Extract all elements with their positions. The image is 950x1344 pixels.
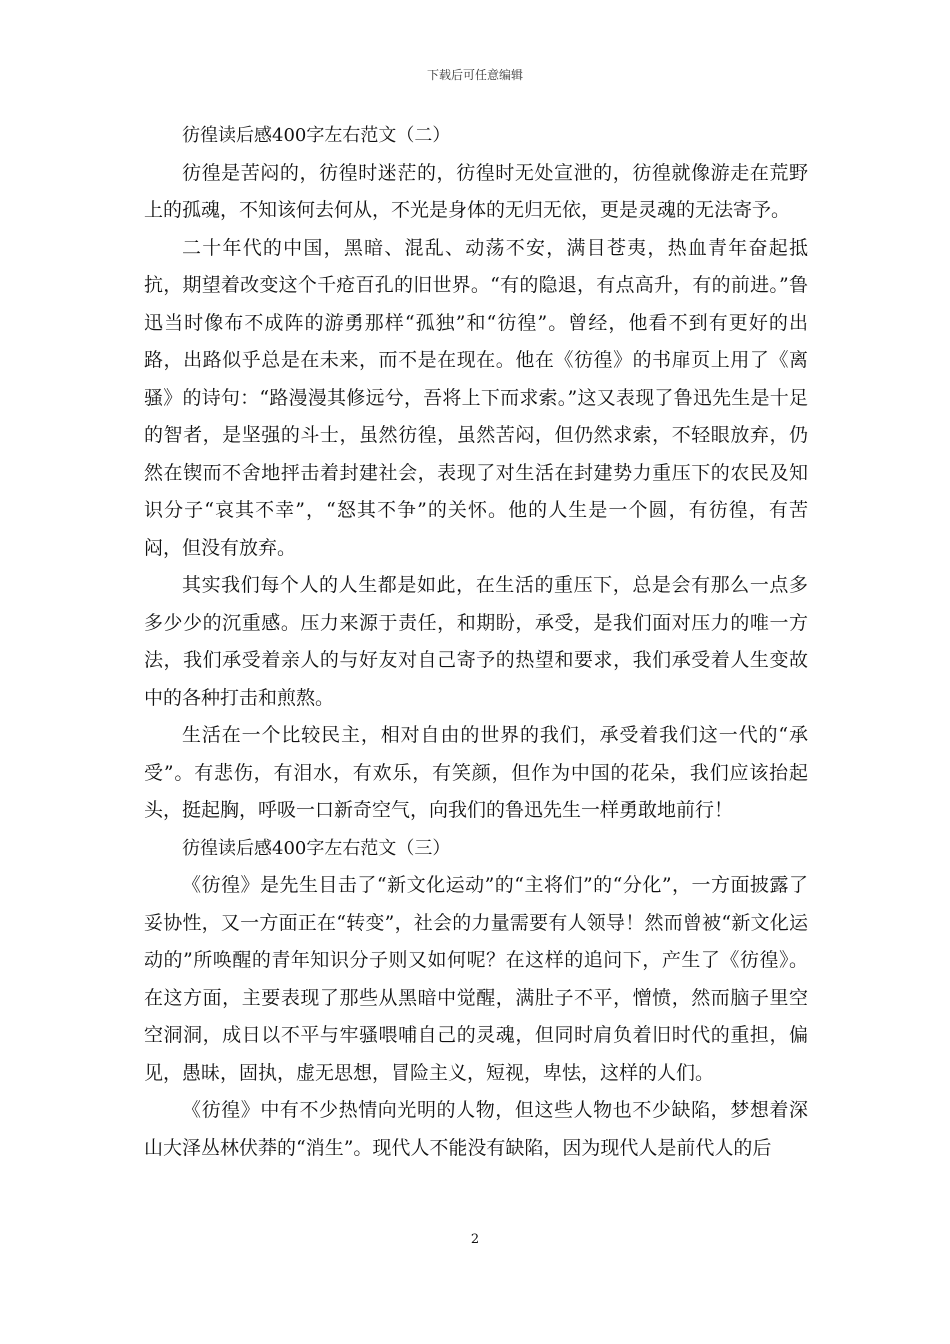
paragraph: 《彷徨》中有不少热情向光明的人物，但这些人物也不少缺陷，梦想着深山大泽丛林伏莽的“消生”。现代人不能没有缺陷，因为现代人是前代人的后 xyxy=(144,1099,808,1159)
page-header: 下载后可任意编辑 xyxy=(426,68,523,82)
paragraph: 彷徨是苦闷的，彷徨时迷茫的，彷徨时无处宣泄的，彷徨就像游走在荒野上的孤魂，不知该何去何从，不光是身体的无归无依，更是灵魂的无法寄予。 xyxy=(144,161,808,221)
section-title-2: 彷徨读后感400字左右范文（二） xyxy=(182,125,451,146)
document-body xyxy=(144,117,808,1167)
paragraph: 其实我们每个人的人生都是如此，在生活的重压下，总是会有那么一点多多少少的沉重感。压力来源于责任，和期盼，承受，是我们面对压力的唯一方法，我们承受着亲人的与好友对自己寄予的热望和要求，我们承受着人生变故中的各种打击和煎熬。 xyxy=(144,574,808,709)
page-number: 2 xyxy=(470,1232,480,1247)
paragraph: 二十年代的中国，黑暗、混乱、动荡不安，满目苍夷，热血青年奋起抵抗，期望着改变这个千疮百孔的旧世界。“有的隐退，有点高升，有的前进。”鲁迅当时像布不成阵的游勇那样“孤独”和“彷徨”。曾经，他看不到有更好的出路，出路似乎总是在未来，而不是在现在。他在《彷徨》的书扉页上用了《离骚》的诗句：“路漫漫其修远兮，吾将上下而求索。”这又表现了鲁迅先生是十足的智者，是坚强的斗士，虽然彷徨，虽然苦闷，但仍然求索，不轻眼放弃，仍然在锲而不舍地抨击着封建社会，表现了对生活在封建势力重压下的农民及知识分子“哀其不幸”，“怒其不争”的关怀。他的人生是一个圆，有彷徨，有苦闷，但没有放弃。 xyxy=(144,236,808,559)
section-title-3: 彷徨读后感400字左右范文（三） xyxy=(182,837,451,859)
paragraph: 《彷徨》是先生目击了“新文化运动”的“主将们”的“分化”，一方面披露了妥协性，又一方面正在“转变”，社会的力量需要有人领导！然而曾被“新文化运动的”所唤醒的青年知识分子则又如何呢？在这样的追问下，产生了《彷徨》。在这方面，主要表现了那些从黑暗中觉醒，满肚子不平，憎愤，然而脑子里空空洞洞，成日以不平与牢骚喂哺自己的灵魂，但同时肩负着旧时代的重担，偏见，愚昧，固执，虚无思想，冒险主义，短视，卑怯，这样的人们。 xyxy=(144,874,808,1084)
paragraph: 生活在一个比较民主，相对自由的世界的我们，承受着我们这一代的“承受”。有悲伤，有泪水，有欢乐，有笑颜，但作为中国的花朵，我们应该抬起头，挺起胸，呼吸一口新奇空气，向我们的鲁迅先生一样勇敢地前行！ xyxy=(144,724,808,821)
